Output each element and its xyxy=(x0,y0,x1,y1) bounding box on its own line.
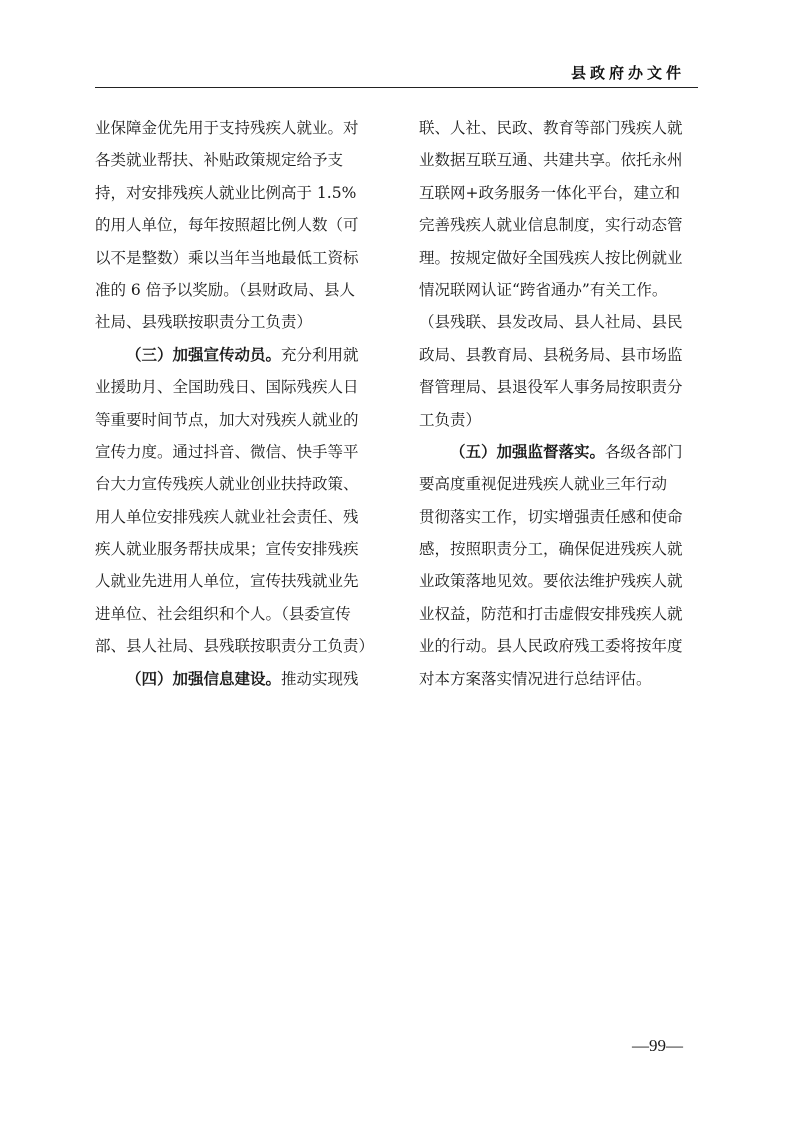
body-text: （县残联、县发改局、县人社局、县民 xyxy=(419,313,683,332)
text-line xyxy=(95,565,373,597)
body-text: 疾人就业服务帮扶成果；宣传安排残疾 xyxy=(95,540,359,559)
body-text: 业保障金优先用于支持残疾人就业。对 xyxy=(95,119,359,137)
body-text: 互联网+政务服务一体化平台，建立和 xyxy=(419,183,680,202)
body-text: 宣传力度。通过抖音、微信、快手等平 xyxy=(95,442,359,461)
body-text: 以不是整数）乘以当年当地最低工资标 xyxy=(95,248,359,267)
text-line xyxy=(419,339,697,371)
body-text: 对本方案落实情况进行总结评估。 xyxy=(419,669,652,688)
text-line xyxy=(95,630,373,662)
text-line xyxy=(419,112,697,144)
text-line xyxy=(95,501,373,533)
body-text: 贯彻落实工作，切实增强责任感和使命 xyxy=(419,507,683,526)
text-line xyxy=(95,177,373,209)
text-line xyxy=(95,468,373,500)
body-text: 完善残疾人就业信息制度，实行动态管 xyxy=(419,216,683,235)
body-text: 要高度重视促进残疾人就业三年行动 xyxy=(419,475,668,494)
section-heading: （四）加强信息建设。 xyxy=(126,668,282,688)
text-line xyxy=(95,209,373,241)
text-line xyxy=(419,371,697,403)
text-line xyxy=(419,144,697,176)
text-line xyxy=(419,663,697,695)
section-heading: （三）加强宣传动员。 xyxy=(126,344,282,364)
text-line xyxy=(95,242,373,274)
text-line xyxy=(419,274,697,306)
text-line xyxy=(419,306,697,338)
body-text: 各级各部门 xyxy=(605,442,683,461)
body-text: 的用人单位，每年按照超比例人数（可 xyxy=(95,216,359,235)
section-heading: （五）加强监督落实。 xyxy=(450,441,606,461)
body-text: 部、县人社局、县残联按职责分工负责） xyxy=(95,637,375,656)
body-text: 业权益，防范和打击虚假安排残疾人就 xyxy=(419,604,683,623)
text-line xyxy=(95,436,373,468)
body-text: 用人单位安排残疾人就业社会责任、残 xyxy=(95,507,359,526)
text-line xyxy=(419,501,697,533)
text-line xyxy=(95,274,373,306)
body-text: 感，按照职责分工，确保促进残疾人就 xyxy=(419,540,683,559)
body-text: 业的行动。县人民政府残工委将按年度 xyxy=(419,637,683,656)
header-title: 县政府办文件 xyxy=(570,64,685,82)
body-text: 充分利用就 xyxy=(281,345,359,364)
text-line xyxy=(419,630,697,662)
text-line xyxy=(95,533,373,565)
text-line xyxy=(419,468,697,500)
body-text: 工负责） xyxy=(419,410,482,429)
body-text: 进单位、社会组织和个人。（县委宣传 xyxy=(95,604,351,623)
body-text: 各类就业帮扶、补贴政策规定给予支 xyxy=(95,151,344,170)
body-text: 人就业先进用人单位，宣传扶残就业先 xyxy=(95,572,359,591)
body-text: 理。按规定做好全国残疾人按比例就业 xyxy=(419,248,683,267)
body-text: 政局、县教育局、县税务局、县市场监 xyxy=(419,345,683,364)
left-column xyxy=(95,112,373,695)
body-text: 持，对安排残疾人就业比例高于 1.5% xyxy=(95,183,357,202)
body-text: 推动实现残 xyxy=(281,669,359,688)
body-text: 情况联网认证“跨省通办”有关工作。 xyxy=(419,280,668,299)
body-text: 联、人社、民政、教育等部门残疾人就 xyxy=(419,119,683,137)
section-heading-line xyxy=(95,663,373,695)
header-rule xyxy=(95,87,698,88)
text-line xyxy=(419,533,697,565)
body-text: 业政策落地见效。要依法维护残疾人就 xyxy=(419,572,683,591)
text-line xyxy=(95,112,373,144)
text-line xyxy=(95,306,373,338)
page-number: —99— xyxy=(632,1036,683,1055)
text-line xyxy=(95,144,373,176)
body-text: 社局、县残联按职责分工负责） xyxy=(95,313,313,332)
body-text: 台大力宣传残疾人就业创业扶持政策、 xyxy=(95,475,359,494)
body-text: 督管理局、县退役军人事务局按职责分 xyxy=(419,378,683,397)
body-text: 业数据互联互通、共建共享。依托永州 xyxy=(419,151,683,170)
text-line xyxy=(419,242,697,274)
text-line xyxy=(419,177,697,209)
text-line xyxy=(95,598,373,630)
text-line xyxy=(419,598,697,630)
section-heading-line xyxy=(95,339,373,371)
body-text: 业援助月、全国助残日、国际残疾人日 xyxy=(95,378,359,397)
body-text: 等重要时间节点，加大对残疾人就业的 xyxy=(95,410,359,429)
text-line xyxy=(95,404,373,436)
body-text: 准的 6 倍予以奖励。（县财政局、县人 xyxy=(95,280,355,299)
text-line xyxy=(419,209,697,241)
section-heading-line xyxy=(419,436,697,468)
text-line xyxy=(419,404,697,436)
text-line xyxy=(419,565,697,597)
right-column xyxy=(419,112,697,695)
text-line xyxy=(95,371,373,403)
